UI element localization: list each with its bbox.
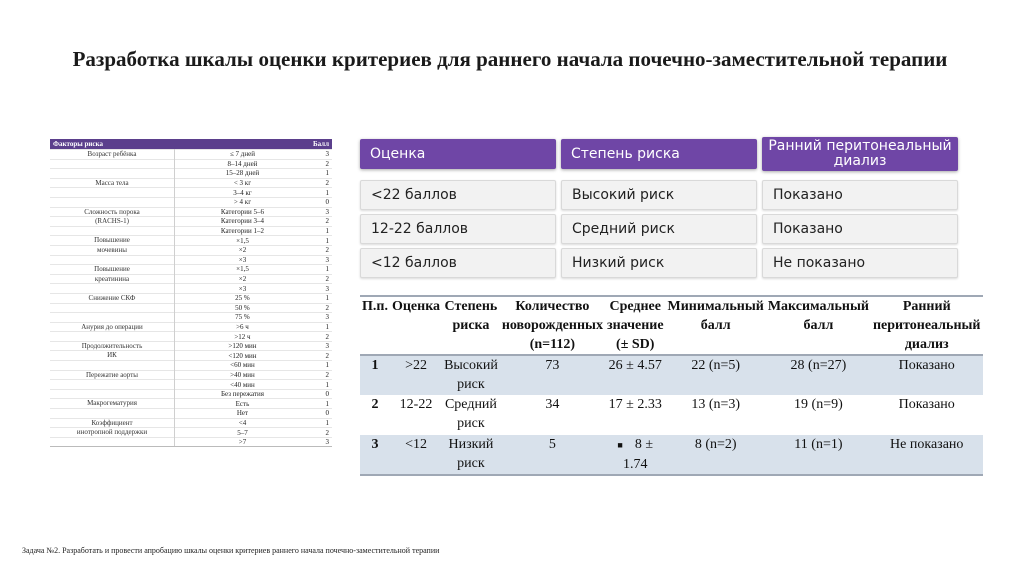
risk-factors-table: [50, 139, 332, 447]
factor-score: 3: [310, 341, 332, 351]
factor-criterion: ×3: [175, 255, 310, 265]
factor-name: (RACHS-1): [50, 217, 175, 227]
factor-name: мочевины: [50, 245, 175, 255]
card-score-high: <22 баллов: [360, 180, 556, 210]
factor-criterion: 75 %: [175, 313, 310, 323]
table-row: [360, 395, 983, 435]
factor-name: Анурия до операции: [50, 322, 175, 332]
factor-name: [50, 380, 175, 390]
factor-score: 0: [310, 409, 332, 419]
col-dialysis: Ранний перитонеальный диализ: [872, 299, 981, 352]
factor-score: 3: [310, 150, 332, 160]
factor-score: 1: [310, 226, 332, 236]
factor-name: [50, 361, 175, 371]
factor-name: Повышение: [50, 236, 175, 246]
col-min: Минимальный балл: [667, 299, 764, 333]
factor-score: 2: [310, 159, 332, 169]
factor-name: Сложность порока: [50, 207, 175, 217]
factor-criterion: 3–4 кг: [175, 188, 310, 198]
factor-row: [50, 389, 332, 399]
score-cell: >22: [405, 358, 427, 373]
factor-name: [50, 197, 175, 207]
factor-score: 2: [310, 428, 332, 438]
slide-title: Разработка шкалы оценки критериев для раннего начала почечно-заместительной терапии: [72, 47, 948, 71]
factor-row: [50, 159, 332, 169]
factor-criterion: ≤ 7 дней: [175, 150, 310, 160]
factor-name: Коэффициент: [50, 418, 175, 428]
table-row: [360, 435, 983, 475]
card-dialysis-high: Показано: [762, 180, 958, 210]
max-cell: 11 (n=1): [794, 437, 843, 452]
factor-score: 1: [310, 188, 332, 198]
count-cell: 73: [545, 358, 560, 373]
factor-criterion: 50 %: [175, 303, 310, 313]
factor-criterion: ×2: [175, 245, 310, 255]
factor-criterion: >6 ч: [175, 322, 310, 332]
col-score: Оценка: [391, 299, 441, 314]
factor-score: 2: [310, 332, 332, 342]
row-number: 3: [371, 437, 379, 452]
factor-name: Повышение: [50, 265, 175, 275]
factor-name: Пережатие аорты: [50, 370, 175, 380]
factor-criterion: ×3: [175, 284, 310, 294]
count-cell: 34: [545, 397, 560, 412]
score-cell: 12-22: [399, 397, 433, 412]
col-count: Количество новорожденных (n=112): [501, 299, 603, 352]
factor-criterion: <4: [175, 418, 310, 428]
card-header-risk: Степень риска: [561, 139, 757, 169]
factor-row: [50, 169, 332, 179]
factor-score: 1: [310, 380, 332, 390]
factor-criterion: >40 мин: [175, 370, 310, 380]
count-cell: 5: [548, 437, 556, 452]
factor-row: [50, 399, 332, 409]
factor-criterion: Категории 1–2: [175, 226, 310, 236]
factor-score: 1: [310, 265, 332, 275]
row-number: 1: [371, 358, 379, 373]
factor-name: [50, 303, 175, 313]
card-score-medium: 12-22 баллов: [360, 214, 556, 244]
factor-row: [50, 197, 332, 207]
risk-cell: Средний риск: [444, 397, 497, 431]
score-cell: <12: [405, 437, 427, 452]
factor-row: [50, 341, 332, 351]
col-pn: П.п.: [362, 299, 388, 314]
factor-row: [50, 370, 332, 380]
factor-row: [50, 150, 332, 160]
card-dialysis-medium: Показано: [762, 214, 958, 244]
factor-row: [50, 236, 332, 246]
card-dialysis-low: Не показано: [762, 248, 958, 278]
card-risk-low: Низкий риск: [561, 248, 757, 278]
factor-score: 0: [310, 197, 332, 207]
factor-criterion: 8–14 дней: [175, 159, 310, 169]
factor-name: [50, 226, 175, 236]
factor-criterion: ×1,5: [175, 265, 310, 275]
factor-row: [50, 322, 332, 332]
factor-criterion: 5–7: [175, 428, 310, 438]
factor-score: 1: [310, 399, 332, 409]
factor-name: [50, 437, 175, 447]
factor-row: [50, 255, 332, 265]
factor-name: Масса тела: [50, 178, 175, 188]
factor-criterion: >7: [175, 437, 310, 447]
table-row: [360, 355, 983, 395]
factor-row: [50, 265, 332, 275]
factor-score: 2: [310, 303, 332, 313]
factor-criterion: Нет: [175, 409, 310, 419]
risk-factors-header: [50, 139, 332, 150]
factor-name: [50, 169, 175, 179]
factor-name: [50, 313, 175, 323]
factor-score: 2: [310, 178, 332, 188]
dialysis-cell: Показано: [898, 397, 955, 412]
factor-criterion: > 4 кг: [175, 197, 310, 207]
factor-row: [50, 303, 332, 313]
factor-row: [50, 188, 332, 198]
factor-score: 1: [310, 236, 332, 246]
factor-row: [50, 207, 332, 217]
card-header-dialysis: Ранний перитонеальный диализ: [762, 137, 958, 171]
factor-row: [50, 217, 332, 227]
risk-cell: Высокий риск: [444, 358, 498, 392]
factor-criterion: 25 %: [175, 293, 310, 303]
factor-criterion: Есть: [175, 399, 310, 409]
factor-name: [50, 409, 175, 419]
factor-score: 3: [310, 284, 332, 294]
factor-name: [50, 159, 175, 169]
dialysis-cell: Показано: [898, 358, 955, 373]
factor-criterion: >12 ч: [175, 332, 310, 342]
row-number: 2: [371, 397, 379, 412]
factor-row: [50, 437, 332, 447]
factor-score: 1: [310, 361, 332, 371]
card-score-low: <12 баллов: [360, 248, 556, 278]
factor-row: [50, 380, 332, 390]
task-footnote: Задача №2. Разработать и провести апробацию шкалы оценки критериев раннего начала почечно-заместительной терапии: [22, 546, 440, 555]
statistics-header-row: [360, 296, 983, 355]
factor-row: [50, 284, 332, 294]
factor-score: 2: [310, 245, 332, 255]
risk-factors-body: [50, 150, 332, 447]
factor-name: [50, 389, 175, 399]
factor-name: [50, 255, 175, 265]
factor-criterion: <120 мин: [175, 351, 310, 361]
factor-row: [50, 245, 332, 255]
factor-criterion: ×2: [175, 274, 310, 284]
factor-row: [50, 313, 332, 323]
factor-name: [50, 188, 175, 198]
factor-score: 3: [310, 207, 332, 217]
factor-criterion: Без пережатия: [175, 389, 310, 399]
statistics-table: [360, 295, 983, 476]
factor-row: [50, 293, 332, 303]
factor-score: 3: [310, 437, 332, 447]
factor-score: 1: [310, 418, 332, 428]
factor-name: креатинина: [50, 274, 175, 284]
factor-score: 2: [310, 370, 332, 380]
factor-score: 2: [310, 274, 332, 284]
max-cell: 28 (n=27): [790, 358, 847, 373]
risk-cell: Низкий риск: [448, 437, 494, 471]
card-header-score: Оценка: [360, 139, 556, 169]
score-header: Балл: [310, 139, 332, 150]
factor-score: 2: [310, 217, 332, 227]
col-max: Максимальный балл: [767, 299, 869, 333]
factor-header: Факторы риска: [50, 139, 310, 150]
factor-row: [50, 178, 332, 188]
factor-criterion: Категории 5–6: [175, 207, 310, 217]
factor-score: 1: [310, 169, 332, 179]
factor-name: [50, 332, 175, 342]
factor-name: Продолжительность: [50, 341, 175, 351]
factor-criterion: ×1,5: [175, 236, 310, 246]
factor-row: [50, 274, 332, 284]
factor-name: [50, 284, 175, 294]
min-cell: 8 (n=2): [694, 437, 737, 452]
factor-row: [50, 409, 332, 419]
col-risk: Степень риска: [444, 299, 498, 333]
factor-criterion: Категории 3–4: [175, 217, 310, 227]
factor-row: [50, 332, 332, 342]
factor-row: [50, 361, 332, 371]
factor-row: [50, 226, 332, 236]
factor-row: [50, 351, 332, 361]
factor-row: [50, 428, 332, 438]
factor-name: Снижение СКФ: [50, 293, 175, 303]
factor-name: инотропной поддержки: [50, 428, 175, 438]
factor-name: Возраст ребёнка: [50, 150, 175, 160]
factor-score: 1: [310, 322, 332, 332]
bullet-icon: ■: [617, 440, 623, 450]
factor-name: Макрогематурия: [50, 399, 175, 409]
min-cell: 22 (n=5): [691, 358, 741, 373]
factor-name: ИК: [50, 351, 175, 361]
col-mean: Среднее значение (± SD): [606, 299, 664, 352]
factor-score: 0: [310, 389, 332, 399]
factor-score: 3: [310, 255, 332, 265]
factor-criterion: 15–28 дней: [175, 169, 310, 179]
mean-cell: [605, 435, 666, 475]
factor-criterion: <40 мин: [175, 380, 310, 390]
max-cell: 19 (n=9): [794, 397, 843, 412]
mean-cell: 26 ± 4.57: [608, 358, 662, 373]
mean-cell: 17 ± 2.33: [608, 397, 662, 412]
dialysis-cell: Не показано: [890, 437, 964, 452]
factor-score: 2: [310, 351, 332, 361]
factor-score: 3: [310, 313, 332, 323]
card-risk-medium: Средний риск: [561, 214, 757, 244]
factor-criterion: < 3 кг: [175, 178, 310, 188]
card-risk-high: Высокий риск: [561, 180, 757, 210]
factor-criterion: <60 мин: [175, 361, 310, 371]
mean-value: 8 ± 1.74: [622, 437, 654, 472]
factor-row: [50, 418, 332, 428]
factor-score: 1: [310, 293, 332, 303]
min-cell: 13 (n=3): [691, 397, 741, 412]
factor-criterion: >120 мин: [175, 341, 310, 351]
